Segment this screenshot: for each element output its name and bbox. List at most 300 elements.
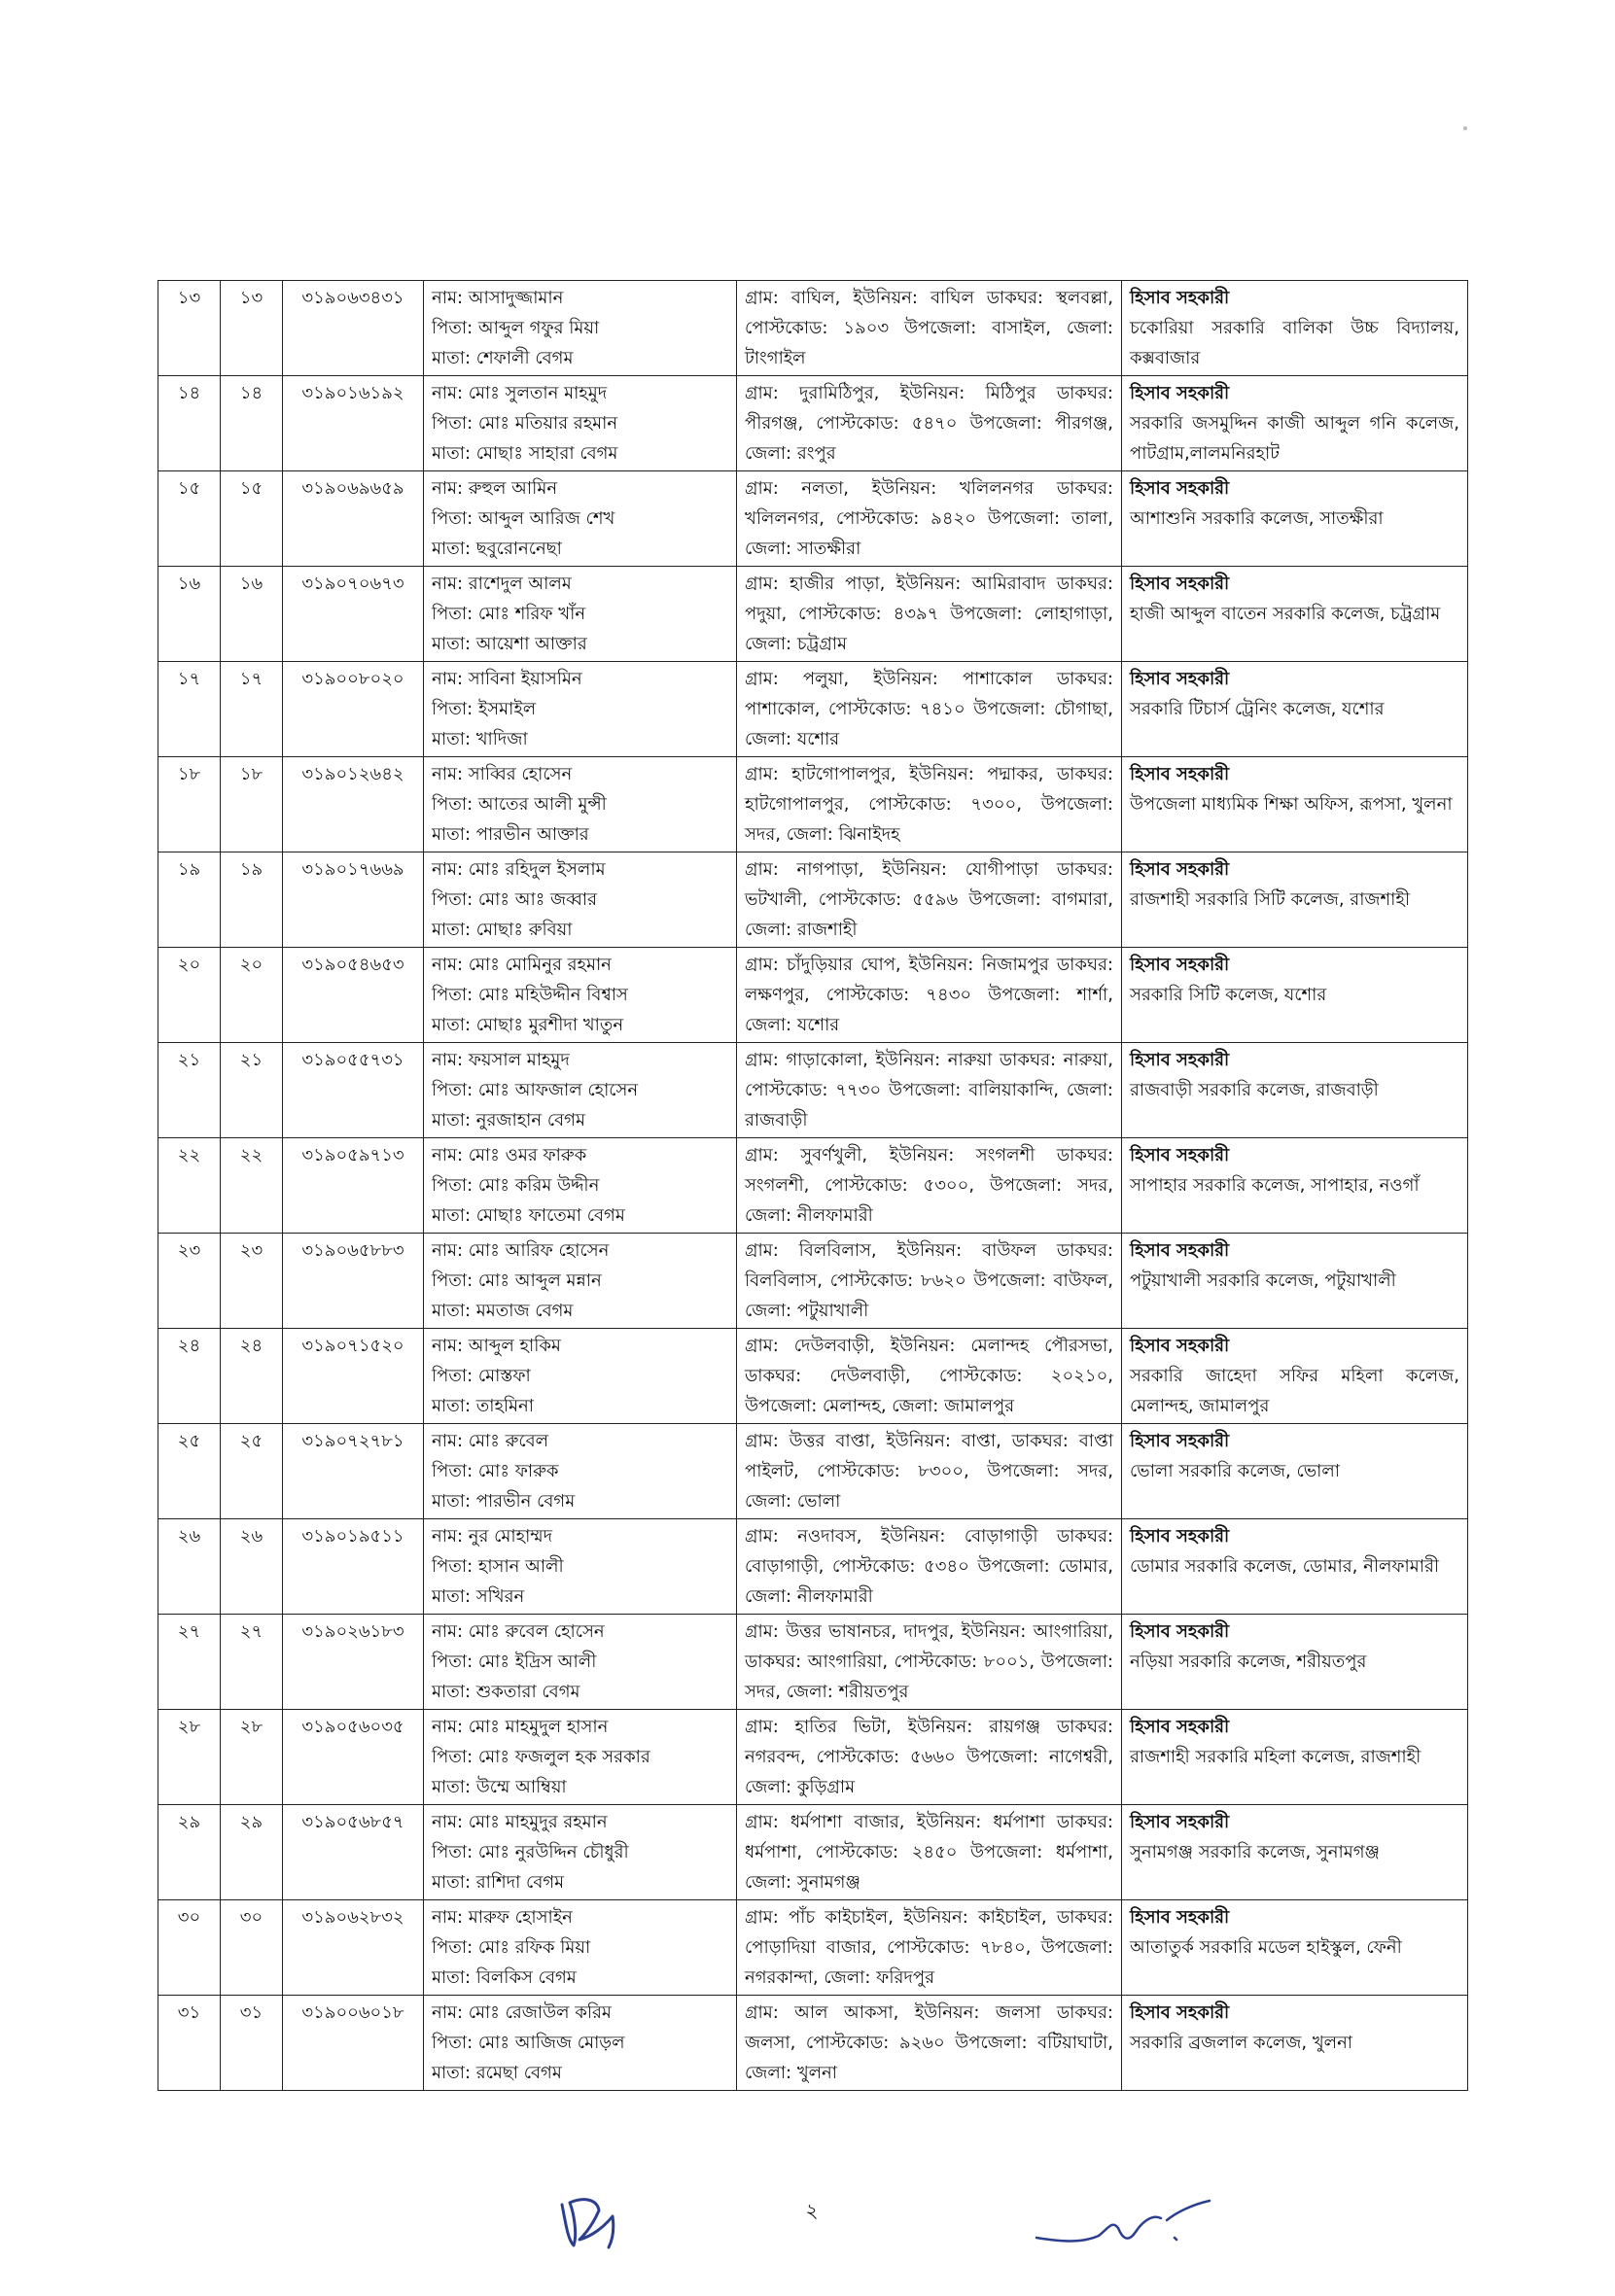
address-text: গ্রাম: চাঁদুড়িয়ার ঘোপ, ইউনিয়ন: নিজামপুর ডাকঘর: লক্ষণপুর, পোস্টকোড: ৭৪৩০ উপজেলা: শার্শা, জেলা: যশোর <box>745 955 1113 1035</box>
post-title: হিসাব সহকারী <box>1130 1145 1230 1165</box>
serial-number: ১৫ <box>177 478 201 499</box>
father-name: পিতা: মোঃ আজিজ মোড়ল <box>432 2033 625 2053</box>
office-name: সরকারি ব্রজলাল কলেজ, খুলনা <box>1130 2033 1353 2053</box>
merit-cell <box>221 1329 283 1424</box>
merit-cell <box>221 567 283 662</box>
office-name: আশাশুনি সরকারি কলেজ, সাতক্ষীরা <box>1130 508 1384 529</box>
mother-name: মাতা: নুরজাহান বেগম <box>432 1110 585 1131</box>
merit-cell <box>221 1900 283 1996</box>
address-cell <box>737 662 1122 757</box>
post-title: হিসাব সহকারী <box>1130 1526 1230 1547</box>
table-row <box>158 948 1468 1043</box>
roll-number: ৩১৯০১৭৬৬৯ <box>301 859 404 880</box>
roll-cell <box>283 1615 424 1710</box>
merit-number: ৩১ <box>239 2002 263 2023</box>
applicant-cell <box>424 1329 737 1424</box>
applicant-cell <box>424 376 737 471</box>
serial-number: ২৭ <box>177 1621 201 1642</box>
address-cell <box>737 1234 1122 1329</box>
roll-number: ৩১৯০৫৬৮৫৭ <box>301 1812 404 1832</box>
roll-number: ৩১৯০৭১৫২০ <box>301 1336 404 1356</box>
mother-name: মাতা: রাশিদা বেগম <box>432 1872 565 1893</box>
applicant-cell <box>424 567 737 662</box>
office-name: পটুয়াখালী সরকারি কলেজ, পটুয়াখালী <box>1130 1270 1396 1291</box>
merit-number: ২৫ <box>239 1431 263 1451</box>
roll-cell <box>283 757 424 852</box>
office-name: ডোমার সরকারি কলেজ, ডোমার, নীলফামারী <box>1130 1556 1440 1577</box>
roll-number: ৩১৯০৫৪৬৫৩ <box>301 955 404 975</box>
serial-cell <box>158 1138 221 1234</box>
serial-number: ১৯ <box>177 859 201 880</box>
merit-cell <box>221 1519 283 1615</box>
address-cell <box>737 1519 1122 1615</box>
scan-speck <box>1463 126 1467 130</box>
office-name: সরকারি সিটি কলেজ, যশোর <box>1130 985 1327 1005</box>
serial-cell <box>158 1805 221 1900</box>
roll-cell <box>283 1043 424 1138</box>
father-name: পিতা: মোঃ রফিক মিয়া <box>432 1937 591 1958</box>
table-row <box>158 662 1468 757</box>
applicant-name: নাম: ফয়সাল মাহমুদ <box>432 1050 570 1070</box>
serial-cell <box>158 852 221 948</box>
merit-cell <box>221 662 283 757</box>
merit-cell <box>221 757 283 852</box>
father-name: পিতা: ইসমাইল <box>432 699 537 719</box>
merit-number: ১৬ <box>239 574 263 594</box>
signature-right <box>1031 2199 1225 2257</box>
table-row <box>158 1519 1468 1615</box>
serial-cell <box>158 281 221 376</box>
post-title: হিসাব সহকারী <box>1130 1621 1230 1642</box>
merit-number: ১৪ <box>239 383 263 403</box>
applicant-name: নাম: মোঃ মাহমুদুর রহমান <box>432 1812 608 1832</box>
applicant-cell <box>424 1615 737 1710</box>
address-text: গ্রাম: দুরামিঠিপুর, ইউনিয়ন: মিঠিপুর ডাকঘর: পীরগঞ্জ, পোস্টকোড: ৫৪৭০ উপজেলা: পীরগঞ্জ, জেলা: রংপুর <box>745 383 1113 464</box>
office-name: সাপাহার সরকারি কলেজ, সাপাহার, নওগাঁ <box>1130 1175 1420 1196</box>
father-name: পিতা: মোস্তফা <box>432 1366 531 1386</box>
post-title: হিসাব সহকারী <box>1130 1050 1230 1070</box>
mother-name: মাতা: মোছাঃ ফাতেমা বেগম <box>432 1205 625 1226</box>
address-cell <box>737 1805 1122 1900</box>
applicant-name: নাম: সাবিনা ইয়াসমিন <box>432 669 582 689</box>
address-text: গ্রাম: নওদাবস, ইউনিয়ন: বোড়াগাড়ী ডাকঘর: বোড়াগাড়ী, পোস্টকোড: ৫৩৪০ উপজেলা: ডোমার, জেলা: নীলফামারী <box>745 1526 1113 1607</box>
address-cell <box>737 281 1122 376</box>
merit-number: ১৩ <box>239 288 263 308</box>
table-row <box>158 471 1468 567</box>
post-title: হিসাব সহকারী <box>1130 955 1230 975</box>
post-title: হিসাব সহকারী <box>1130 1812 1230 1832</box>
office-name: নড়িয়া সরকারি কলেজ, শরীয়তপুর <box>1130 1652 1367 1672</box>
applicant-name: নাম: সাব্বির হোসেন <box>432 764 573 784</box>
posting-cell <box>1122 662 1468 757</box>
mother-name: মাতা: শেফালী বেগম <box>432 348 574 368</box>
applicant-name: নাম: রাশেদুল আলম <box>432 574 572 594</box>
merit-number: ৩০ <box>239 1907 263 1928</box>
serial-cell <box>158 1424 221 1519</box>
post-title: হিসাব সহকারী <box>1130 478 1230 499</box>
merit-cell <box>221 376 283 471</box>
table-row <box>158 1424 1468 1519</box>
table-row <box>158 1329 1468 1424</box>
father-name: পিতা: মোঃ করিম উদ্দীন <box>432 1175 600 1196</box>
merit-cell <box>221 1805 283 1900</box>
address-text: গ্রাম: বাঘিল, ইউনিয়ন: বাঘিল ডাকঘর: স্থলবল্লা, পোস্টকোড: ১৯০৩ উপজেলা: বাসাইল, জেলা: টাংগাইল <box>745 288 1113 368</box>
roll-cell <box>283 948 424 1043</box>
merit-cell <box>221 1710 283 1805</box>
merit-cell <box>221 1234 283 1329</box>
roster-body <box>158 281 1468 2091</box>
address-cell <box>737 1329 1122 1424</box>
table-row <box>158 757 1468 852</box>
table-row <box>158 852 1468 948</box>
father-name: পিতা: মোঃ আফজাল হোসেন <box>432 1080 639 1100</box>
father-name: পিতা: হাসান আলী <box>432 1556 564 1577</box>
address-text: গ্রাম: বিলবিলাস, ইউনিয়ন: বাউফল ডাকঘর: বিলবিলাস, পোস্টকোড: ৮৬২০ উপজেলা: বাউফল, জেলা: পটুয়াখালী <box>745 1240 1113 1321</box>
post-title: হিসাব সহকারী <box>1130 669 1230 689</box>
office-name: সরকারি জাহেদা সফির মহিলা কলেজ, মেলান্দহ, জামালপুর <box>1130 1366 1459 1416</box>
merit-number: ২৭ <box>239 1621 263 1642</box>
table-row <box>158 1805 1468 1900</box>
posting-cell <box>1122 281 1468 376</box>
office-name: সরকারি জসমুদ্দিন কাজী আব্দুল গনি কলেজ, পাটগ্রাম,লালমনিরহাট <box>1130 413 1459 464</box>
serial-cell <box>158 567 221 662</box>
post-title: হিসাব সহকারী <box>1130 2002 1230 2023</box>
address-cell <box>737 948 1122 1043</box>
office-name: রাজশাহী সরকারি সিটি কলেজ, রাজশাহী <box>1130 889 1411 910</box>
father-name: পিতা: মোঃ শরিফ খাঁন <box>432 604 586 624</box>
roll-cell <box>283 1138 424 1234</box>
merit-number: ২৬ <box>239 1526 263 1547</box>
father-name: পিতা: মোঃ নুরউদ্দিন চৌধুরী <box>432 1842 629 1862</box>
merit-number: ১৯ <box>239 859 263 880</box>
merit-cell <box>221 1138 283 1234</box>
table-row <box>158 281 1468 376</box>
posting-cell <box>1122 471 1468 567</box>
table-row <box>158 1710 1468 1805</box>
mother-name: মাতা: আয়েশা আক্তার <box>432 634 587 654</box>
address-cell <box>737 1615 1122 1710</box>
posting-cell <box>1122 1710 1468 1805</box>
roll-cell <box>283 1710 424 1805</box>
address-text: গ্রাম: পাঁচ কাইচাইল, ইউনিয়ন: কাইচাইল, ডাকঘর: পোড়াদিয়া বাজার, পোস্টকোড: ৭৮৪০, উপজেলা: নগরকান্দা, জেলা: ফরিদপুর <box>745 1907 1113 1988</box>
merit-cell <box>221 1615 283 1710</box>
roll-cell <box>283 281 424 376</box>
mother-name: মাতা: বিলকিস বেগম <box>432 1967 577 1988</box>
serial-cell <box>158 1710 221 1805</box>
merit-number: ২১ <box>239 1050 263 1070</box>
applicant-name: নাম: মোঃ রুবেল <box>432 1431 549 1451</box>
address-text: গ্রাম: নলতা, ইউনিয়ন: খলিলনগর ডাকঘর: খলিলনগর, পোস্টকোড: ৯৪২০ উপজেলা: তালা, জেলা: সাতক্ষীরা <box>745 478 1113 559</box>
roll-cell <box>283 662 424 757</box>
merit-number: ২২ <box>239 1145 263 1165</box>
roll-number: ৩১৯০৫৯৭১৩ <box>301 1145 404 1165</box>
merit-cell <box>221 281 283 376</box>
applicant-name: নাম: মোঃ সুলতান মাহমুদ <box>432 383 608 403</box>
posting-cell <box>1122 1234 1468 1329</box>
serial-number: ২০ <box>177 955 201 975</box>
post-title: হিসাব সহকারী <box>1130 288 1230 308</box>
mother-name: মাতা: তাহমিনা <box>432 1396 535 1416</box>
roll-cell <box>283 1900 424 1996</box>
signature-left <box>544 2177 632 2255</box>
serial-cell <box>158 1996 221 2091</box>
roll-cell <box>283 376 424 471</box>
applicant-cell <box>424 1710 737 1805</box>
office-name: রাজবাড়ী সরকারি কলেজ, রাজবাড়ী <box>1130 1080 1379 1100</box>
father-name: পিতা: মোঃ আঃ জব্বার <box>432 889 598 910</box>
merit-cell <box>221 471 283 567</box>
serial-cell <box>158 1615 221 1710</box>
serial-cell <box>158 948 221 1043</box>
table-row <box>158 567 1468 662</box>
mother-name: মাতা: সখিরন <box>432 1586 525 1607</box>
serial-cell <box>158 1519 221 1615</box>
office-name: হাজী আব্দুল বাতেন সরকারি কলেজ, চট্রগ্রাম <box>1130 604 1441 624</box>
applicant-name: নাম: মোঃ রেজাউল করিম <box>432 2002 612 2023</box>
address-text: গ্রাম: নাগপাড়া, ইউনিয়ন: যোগীপাড়া ডাকঘর: ভটখালী, পোস্টকোড: ৫৫৯৬ উপজেলা: বাগমারা, জেলা: রাজশাহী <box>745 859 1113 940</box>
table-row <box>158 1138 1468 1234</box>
posting-cell <box>1122 852 1468 948</box>
merit-number: ২৪ <box>239 1336 263 1356</box>
serial-number: ১৬ <box>177 574 201 594</box>
mother-name: মাতা: ছবুরোননেছা <box>432 539 562 559</box>
office-name: চকোরিয়া সরকারি বালিকা উচ্চ বিদ্যালয়, কক্সবাজার <box>1130 318 1459 368</box>
post-title: হিসাব সহকারী <box>1130 574 1230 594</box>
table-row <box>158 1615 1468 1710</box>
roll-number: ৩১৯০৬২৮৩২ <box>301 1907 404 1928</box>
father-name: পিতা: আব্দুল আরিজ শেখ <box>432 508 615 529</box>
father-name: পিতা: মোঃ ইদ্রিস আলী <box>432 1652 597 1672</box>
page-number: ২ <box>805 2199 819 2222</box>
applicant-cell <box>424 852 737 948</box>
post-title: হিসাব সহকারী <box>1130 1907 1230 1928</box>
serial-number: ১৪ <box>177 383 201 403</box>
father-name: পিতা: আতের আলী মুন্সী <box>432 794 607 815</box>
serial-cell <box>158 1900 221 1996</box>
merit-cell <box>221 852 283 948</box>
address-cell <box>737 471 1122 567</box>
mother-name: মাতা: উম্মে আম্বিয়া <box>432 1777 567 1797</box>
address-text: গ্রাম: ধর্মপাশা বাজার, ইউনিয়ন: ধর্মপাশা ডাকঘর: ধর্মপাশা, পোস্টকোড: ২৪৫০ উপজেলা: ধর্মপাশা, জেলা: সুনামগঞ্জ <box>745 1812 1113 1893</box>
serial-number: ২১ <box>177 1050 201 1070</box>
post-title: হিসাব সহকারী <box>1130 1431 1230 1451</box>
post-title: হিসাব সহকারী <box>1130 1240 1230 1261</box>
serial-cell <box>158 757 221 852</box>
serial-number: ২২ <box>177 1145 201 1165</box>
address-text: গ্রাম: আল আকসা, ইউনিয়ন: জলসা ডাকঘর: জলসা, পোস্টকোড: ৯২৬০ উপজেলা: বটিয়াঘাটা, জেলা: খুলনা <box>745 2002 1113 2083</box>
applicant-name: নাম: রুহুল আমিন <box>432 478 558 499</box>
address-cell <box>737 1710 1122 1805</box>
posting-cell <box>1122 376 1468 471</box>
applicant-cell <box>424 948 737 1043</box>
posting-cell <box>1122 1329 1468 1424</box>
applicant-name: নাম: আসাদুজ্জামান <box>432 288 564 308</box>
roll-number: ৩১৯০৬৯৬৫৯ <box>301 478 404 499</box>
address-cell <box>737 376 1122 471</box>
address-text: গ্রাম: পলুয়া, ইউনিয়ন: পাশাকোল ডাকঘর: পাশাকোল, পোস্টকোড: ৭৪১০ উপজেলা: চৌগাছা, জেলা: যশোর <box>745 669 1113 749</box>
roll-cell <box>283 1805 424 1900</box>
serial-number: ৩০ <box>177 1907 201 1928</box>
table-row <box>158 1043 1468 1138</box>
address-cell <box>737 1043 1122 1138</box>
address-cell <box>737 757 1122 852</box>
serial-number: ৩১ <box>177 2002 201 2023</box>
applicant-name: নাম: মোঃ ওমর ফারুক <box>432 1145 587 1165</box>
roll-number: ৩১৯০৫৬০৩৫ <box>301 1717 404 1737</box>
address-cell <box>737 852 1122 948</box>
merit-number: ২৯ <box>239 1812 263 1832</box>
merit-number: ২৮ <box>239 1717 263 1737</box>
applicant-cell <box>424 1900 737 1996</box>
merit-cell <box>221 1996 283 2091</box>
merit-number: ২০ <box>239 955 263 975</box>
applicant-name: নাম: মারুফ হোসাইন <box>432 1907 573 1928</box>
posting-cell <box>1122 1043 1468 1138</box>
father-name: পিতা: মোঃ মতিয়ার রহমান <box>432 413 618 434</box>
applicant-cell <box>424 1043 737 1138</box>
roll-cell <box>283 1996 424 2091</box>
office-name: সরকারি টিচার্স ট্রেনিং কলেজ, যশোর <box>1130 699 1385 719</box>
post-title: হিসাব সহকারী <box>1130 383 1230 403</box>
applicant-cell <box>424 662 737 757</box>
posting-cell <box>1122 1615 1468 1710</box>
merit-number: ২৩ <box>239 1240 263 1261</box>
roll-number: ৩১৯০৬৩৪৩১ <box>301 288 404 308</box>
merit-cell <box>221 1043 283 1138</box>
roll-number: ৩১৯০২৬১৮৩ <box>301 1621 404 1642</box>
address-cell <box>737 1138 1122 1234</box>
applicant-cell <box>424 1519 737 1615</box>
posting-cell <box>1122 948 1468 1043</box>
mother-name: মাতা: মোছাঃ রুবিয়া <box>432 920 573 940</box>
father-name: পিতা: মোঃ আব্দুল মন্নান <box>432 1270 602 1291</box>
posting-cell <box>1122 1900 1468 1996</box>
roll-number: ৩১৯০৬৫৮৮৩ <box>301 1240 404 1261</box>
roll-cell <box>283 471 424 567</box>
applicant-name: নাম: মোঃ মোমিনুর রহমান <box>432 955 612 975</box>
applicant-name: নাম: মোঃ মাহমুদুল হাসান <box>432 1717 609 1737</box>
posting-cell <box>1122 1519 1468 1615</box>
address-text: গ্রাম: উত্তর ভাষানচর, দাদপুর, ইউনিয়ন: আংগারিয়া, ডাকঘর: আংগারিয়া, পোস্টকোড: ৮০০১, উপজেলা: সদর, জেলা: শরীয়তপুর <box>745 1621 1113 1702</box>
roll-number: ৩১৯০৭২৭৮১ <box>301 1431 404 1451</box>
father-name: পিতা: মোঃ মহিউদ্দীন বিশ্বাস <box>432 985 628 1005</box>
address-text: গ্রাম: সুবর্ণখুলী, ইউনিয়ন: সংগলশী ডাকঘর: সংগলশী, পোস্টকোড: ৫৩০০, উপজেলা: সদর, জেলা: নীলফামারী <box>745 1145 1113 1226</box>
roll-number: ৩১৯০১৯৫১১ <box>301 1526 404 1547</box>
address-text: গ্রাম: উত্তর বাপ্তা, ইউনিয়ন: বাপ্তা, ডাকঘর: বাপ্তা পাইলট, পোস্টকোড: ৮৩০০, উপজেলা: সদর, জেলা: ভোলা <box>745 1431 1113 1512</box>
roll-number: ৩১৯০৭০৬৭৩ <box>301 574 404 594</box>
serial-cell <box>158 1329 221 1424</box>
office-name: ভোলা সরকারি কলেজ, ভোলা <box>1130 1461 1341 1481</box>
roll-cell <box>283 1234 424 1329</box>
serial-number: ২৯ <box>177 1812 201 1832</box>
merit-cell <box>221 1424 283 1519</box>
roll-cell <box>283 1329 424 1424</box>
applicant-name: নাম: মোঃ রহিদুল ইসলাম <box>432 859 606 880</box>
applicant-name: নাম: মোঃ আরিফ হোসেন <box>432 1240 610 1261</box>
posting-cell <box>1122 567 1468 662</box>
mother-name: মাতা: শুকতারা বেগম <box>432 1682 580 1702</box>
post-title: হিসাব সহকারী <box>1130 1336 1230 1356</box>
roll-number: ৩১৯০৫৫৭৩১ <box>301 1050 404 1070</box>
post-title: হিসাব সহকারী <box>1130 1717 1230 1737</box>
post-title: হিসাব সহকারী <box>1130 764 1230 784</box>
office-name: রাজশাহী সরকারি মহিলা কলেজ, রাজশাহী <box>1130 1747 1422 1767</box>
address-text: গ্রাম: হাজীর পাড়া, ইউনিয়ন: আমিরাবাদ ডাকঘর: পদুয়া, পোস্টকোড: ৪৩৯৭ উপজেলা: লোহাগাড়া, জেলা: চট্রগ্রাম <box>745 574 1113 654</box>
applicant-cell <box>424 1138 737 1234</box>
table-row <box>158 1234 1468 1329</box>
serial-number: ২৪ <box>177 1336 201 1356</box>
mother-name: মাতা: মমতাজ বেগম <box>432 1301 574 1321</box>
office-name: আতাতুর্ক সরকারি মডেল হাইস্কুল, ফেনী <box>1130 1937 1402 1958</box>
table-row <box>158 1900 1468 1996</box>
roll-number: ৩১৯০১২৬৪২ <box>301 764 404 784</box>
father-name: পিতা: আব্দুল গফুর মিয়া <box>432 318 600 338</box>
serial-cell <box>158 376 221 471</box>
roll-cell <box>283 1519 424 1615</box>
father-name: পিতা: মোঃ ফারুক <box>432 1461 559 1481</box>
mother-name: মাতা: রমেছা বেগম <box>432 2063 562 2083</box>
post-title: হিসাব সহকারী <box>1130 859 1230 880</box>
posting-cell <box>1122 1138 1468 1234</box>
address-text: গ্রাম: হাতির ভিটা, ইউনিয়ন: রায়গঞ্জ ডাকঘর: নগরবন্দ, পোস্টকোড: ৫৬৬০ উপজেলা: নাগেশ্বরী, জেলা: কুড়িগ্রাম <box>745 1717 1113 1797</box>
serial-number: ১৭ <box>177 669 201 689</box>
serial-number: ১৩ <box>177 288 201 308</box>
applicant-cell <box>424 1805 737 1900</box>
applicant-cell <box>424 1234 737 1329</box>
serial-number: ২৮ <box>177 1717 201 1737</box>
office-name: সুনামগঞ্জ সরকারি কলেজ, সুনামগঞ্জ <box>1130 1842 1380 1862</box>
serial-cell <box>158 1043 221 1138</box>
father-name: পিতা: মোঃ ফজলুল হক সরকার <box>432 1747 650 1767</box>
applicant-cell <box>424 757 737 852</box>
merit-number: ১৮ <box>239 764 263 784</box>
serial-number: ২৩ <box>177 1240 201 1261</box>
roll-number: ৩১৯০০৮০২০ <box>301 669 404 689</box>
posting-cell <box>1122 1996 1468 2091</box>
address-cell <box>737 1424 1122 1519</box>
serial-number: ১৮ <box>177 764 201 784</box>
mother-name: মাতা: পারভীন আক্তার <box>432 824 589 845</box>
address-cell <box>737 1900 1122 1996</box>
address-cell <box>737 567 1122 662</box>
merit-number: ১৭ <box>239 669 263 689</box>
merit-cell <box>221 948 283 1043</box>
roll-number: ৩১৯০১৬১৯২ <box>301 383 404 403</box>
applicant-name: নাম: আব্দুল হাকিম <box>432 1336 561 1356</box>
mother-name: মাতা: পারভীন বেগম <box>432 1491 576 1512</box>
mother-name: মাতা: মোছাঃ সাহারা বেগম <box>432 443 618 464</box>
applicant-name: নাম: নুর মোহাম্মদ <box>432 1526 553 1547</box>
posting-cell <box>1122 1424 1468 1519</box>
applicant-cell <box>424 471 737 567</box>
office-name: উপজেলা মাধ্যমিক শিক্ষা অফিস, রূপসা, খুলনা <box>1130 794 1453 815</box>
roster-table <box>158 280 1468 2091</box>
mother-name: মাতা: মোছাঃ মুরশীদা খাতুন <box>432 1015 624 1035</box>
posting-cell <box>1122 1805 1468 1900</box>
address-text: গ্রাম: হাটগোপালপুর, ইউনিয়ন: পদ্মাকর, ডাকঘর: হাটগোপালপুর, পোস্টকোড: ৭৩০০, উপজেলা: সদর, জেলা: ঝিনাইদহ <box>745 764 1113 845</box>
applicant-cell <box>424 281 737 376</box>
mother-name: মাতা: খাদিজা <box>432 729 528 749</box>
serial-cell <box>158 1234 221 1329</box>
address-text: গ্রাম: দেউলবাড়ী, ইউনিয়ন: মেলান্দহ পৌরসভা, ডাকঘর: দেউলবাড়ী, পোস্টকোড: ২০২১০, উপজেলা: মেলান্দহ, জেলা: জামালপুর <box>745 1336 1113 1416</box>
address-cell <box>737 1996 1122 2091</box>
posting-cell <box>1122 757 1468 852</box>
table-row <box>158 1996 1468 2091</box>
address-text: গ্রাম: গাড়াকোলা, ইউনিয়ন: নারুয়া ডাকঘর: নারুয়া, পোস্টকোড: ৭৭৩০ উপজেলা: বালিয়াকান্দি, জেলা: রাজবাড়ী <box>745 1050 1113 1131</box>
roll-cell <box>283 567 424 662</box>
applicant-name: নাম: মোঃ রুবেল হোসেন <box>432 1621 605 1642</box>
roll-number: ৩১৯০০৬০১৮ <box>301 2002 404 2023</box>
